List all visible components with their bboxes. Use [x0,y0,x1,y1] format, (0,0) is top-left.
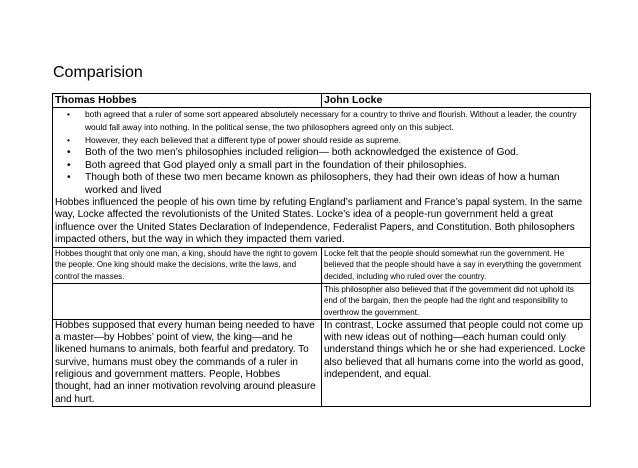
bullet-list-small [55,108,588,147]
bullet-item: • Though both of these two men became known as philosophers, they had their own ideas of how a human worked and lived [85,172,588,197]
bullet-item: • Both agreed that God played only a small part in the foundation of their philosophies. [85,160,588,173]
table-row [53,319,591,406]
shared-row [53,108,591,248]
hobbes-cell: Hobbes thought that only one man, a king, should have the right to govern the people. One king should make the decisions, write the laws, and control the masses. [53,247,322,283]
document-title: Comparision [53,64,143,81]
header-hobbes: Thomas Hobbes [53,94,322,108]
locke-cell: In contrast, Locke assumed that people could not come up with new ideas out of nothing—each human could only understand things which he or she had experienced. Locke also believed that all humans come into the world as good, independent, and equal. [322,319,591,406]
bullet-item: • both agreed that a ruler of some sort appeared absolutely necessary for a country to thrive and flourish. Without a leader, the country would fall away into nothing. In the political sense, the two philosophers agreed only on this subject. [85,108,588,134]
comparison-table [52,93,591,407]
bullet-item: • Both of the two men’s philosophies included religion— both acknowledged the existence of God. [85,147,588,160]
bullet-list-large [55,147,588,197]
hobbes-cell [53,283,322,319]
locke-cell: This philosopher also believed that if the government did not uphold its end of the bargain, then the people had the right and responsibility to overthrow the government. [322,283,591,319]
header-locke: John Locke [322,94,591,108]
hobbes-cell: Hobbes supposed that every human being needed to have a master—by Hobbes’ point of view, the king—and he likened humans to animals, both fearful and predatory. To survive, humans must obey the commands of a ruler in religious and government matters. People, Hobbes thought, had an inner motivation revolving around pleasure and hurt. [53,319,322,406]
table-row [53,283,591,319]
shared-cell [53,108,591,248]
locke-cell: Locke felt that the people should somewhat run the government. He believed that the people should have a say in everything the government decided, including who ruled over the country. [322,247,591,283]
summary-paragraph: Hobbes influenced the people of his own time by refuting England’s parliament and France’s papal system. In the same way, Locke affected the revolutionists of the United States. Locke’s idea of a people-run government held a great influence over the United States Declaration of Independence, Federalist Papers, and Constitution. Both philosophers impacted others, but the way in which they impacted them varied. [55,197,583,246]
header-row [53,94,591,108]
bullet-item: • However, they each believed that a different type of power should reside as supreme. [85,134,588,147]
table-row [53,247,591,283]
